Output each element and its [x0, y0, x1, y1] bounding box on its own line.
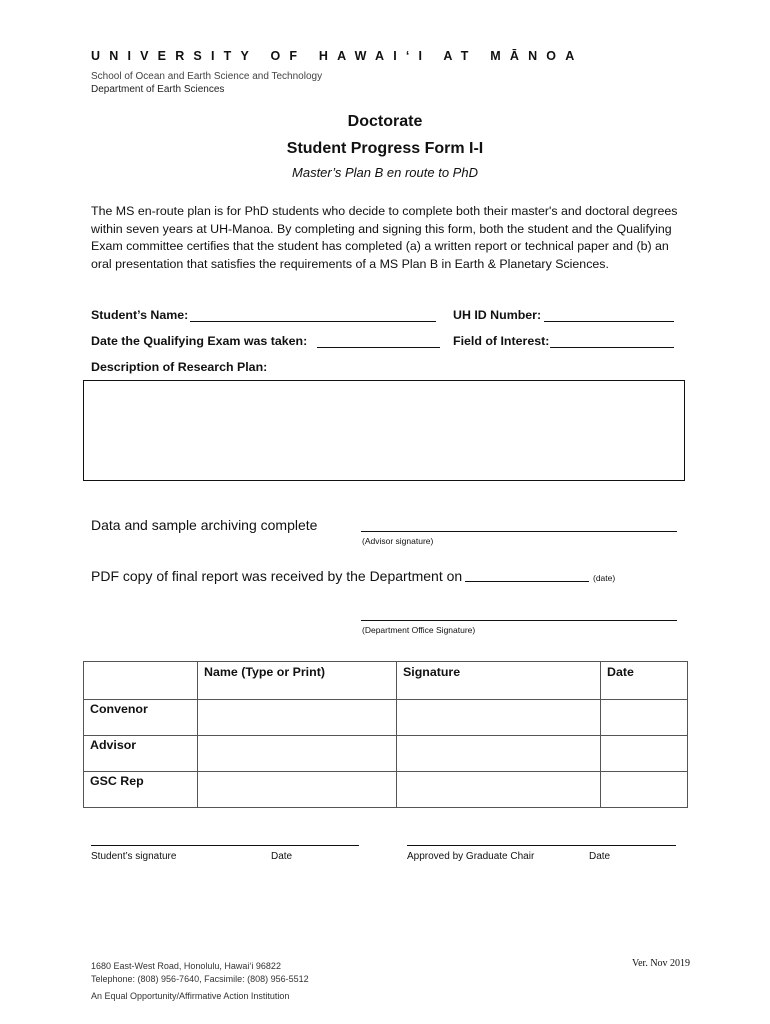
- table-header-blank: [84, 662, 198, 700]
- form-subtitle: Master’s Plan B en route to PhD: [292, 165, 478, 180]
- chair-signature-line[interactable]: [407, 845, 676, 846]
- office-signature-caption: (Department Office Signature): [362, 625, 476, 635]
- advisor-signature-line[interactable]: [361, 531, 677, 532]
- version-label: Ver. Nov 2019: [632, 958, 691, 969]
- gsc-date-cell[interactable]: [601, 772, 688, 808]
- convenor-date-cell[interactable]: [601, 700, 688, 736]
- table-row: [84, 736, 688, 772]
- chair-date-caption: Date: [589, 851, 611, 862]
- student-date-caption: Date: [271, 851, 293, 862]
- field-interest-label: Field of Interest:: [453, 334, 550, 348]
- table-header-signature: Signature: [397, 662, 601, 700]
- archiving-label: Data and sample archiving complete: [91, 517, 318, 533]
- research-plan-box[interactable]: [83, 380, 685, 481]
- table-header-row: [84, 662, 688, 700]
- school-name: School of Ocean and Earth Science and Technology: [91, 71, 323, 82]
- student-signature-caption: Student’s signature: [91, 851, 177, 862]
- qe-date-field[interactable]: [317, 347, 440, 348]
- row-label-advisor: Advisor: [84, 736, 198, 772]
- qe-date-label: Date the Qualifying Exam was taken:: [91, 334, 308, 348]
- form-title-line2: Student Progress Form I-I: [286, 140, 484, 157]
- student-name-field[interactable]: [190, 321, 436, 322]
- advisor-date-cell[interactable]: [601, 736, 688, 772]
- pdf-copy-label: PDF copy of final report was received by the Department on: [91, 568, 463, 584]
- row-label-convenor: Convenor: [84, 700, 198, 736]
- committee-table: [83, 661, 688, 808]
- footer-phone: Telephone: (808) 956-7640, Facsimile: (808) 956-5512: [91, 974, 309, 984]
- department-name: Department of Earth Sciences: [91, 84, 225, 95]
- research-plan-label: Description of Research Plan:: [91, 360, 268, 374]
- field-interest-field[interactable]: [550, 347, 674, 348]
- advisor-signature-caption: (Advisor signature): [362, 536, 434, 546]
- gsc-name-cell[interactable]: [198, 772, 397, 808]
- chair-signature-caption: Approved by Graduate Chair: [407, 851, 535, 862]
- pdf-date-caption: (date): [593, 573, 616, 583]
- intro-paragraph: The MS en-route plan is for PhD students who decide to complete both their master's and doctoral degrees within seven years at UH-Manoa. By completing and signing this form, both the student and the Qualifying Exam committee certifies that the student has completed (a) a written report or technical paper and (b) an oral presentation that satisfies the requirements of a MS Plan B in Earth & Planetary Sciences.: [91, 204, 678, 271]
- advisor-name-cell[interactable]: [198, 736, 397, 772]
- university-name: UNIVERSITY OF HAWAI‘I AT MĀNOA: [91, 49, 584, 63]
- row-label-gsc-rep: GSC Rep: [84, 772, 198, 808]
- table-row: [84, 772, 688, 808]
- uh-id-label: UH ID Number:: [453, 308, 542, 322]
- table-header-name: Name (Type or Print): [198, 662, 397, 700]
- uh-id-field[interactable]: [544, 321, 674, 322]
- convenor-signature-cell[interactable]: [397, 700, 601, 736]
- pdf-date-field[interactable]: [465, 581, 589, 582]
- table-header-date: Date: [601, 662, 688, 700]
- form-title-line1: Doctorate: [347, 113, 423, 130]
- convenor-name-cell[interactable]: [198, 700, 397, 736]
- office-signature-line[interactable]: [361, 620, 677, 621]
- table-row: [84, 700, 688, 736]
- student-signature-line[interactable]: [91, 845, 359, 846]
- student-name-label: Student’s Name:: [91, 308, 189, 322]
- gsc-signature-cell[interactable]: [397, 772, 601, 808]
- advisor-signature-cell[interactable]: [397, 736, 601, 772]
- footer-equal-opportunity: An Equal Opportunity/Affirmative Action Institution: [91, 991, 290, 1001]
- footer-address: 1680 East-West Road, Honolulu, Hawai‘i 96822: [91, 961, 281, 971]
